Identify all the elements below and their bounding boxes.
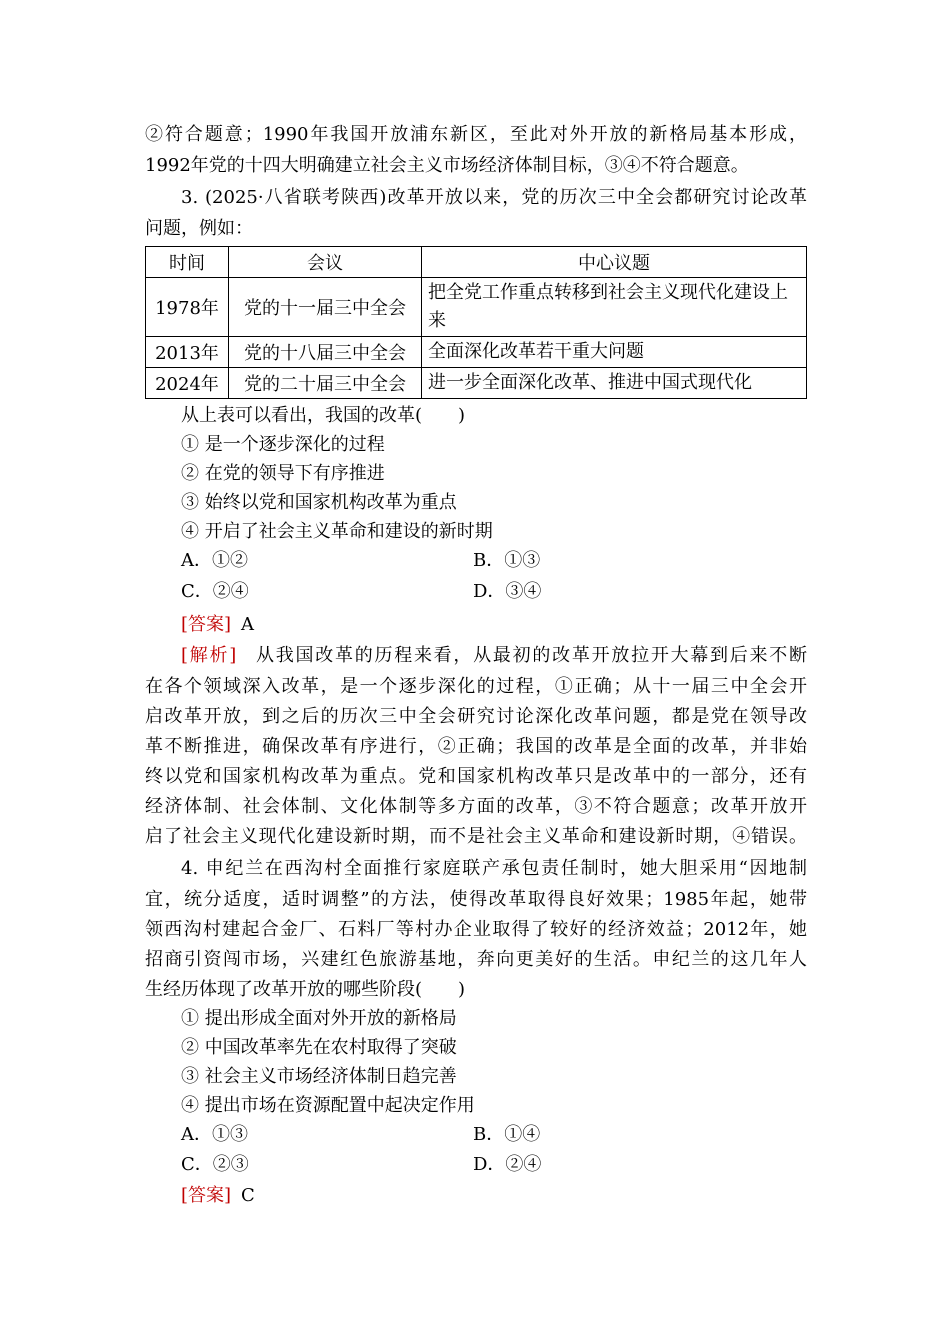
statement-item: ④ 提出市场在资源配置中起决定作用 (181, 1095, 475, 1116)
analysis-line: 启了社会主义现代化建设新时期，而不是社会主义革命和建设新时期，④错误。 (145, 826, 807, 847)
option-a[interactable]: A．①② (181, 550, 248, 571)
table-cell: 全面深化改革若干重大问题 (422, 337, 807, 368)
table-cell: 把全党工作重点转移到社会主义现代化建设上来 (422, 278, 807, 337)
answer-value: C (241, 1185, 255, 1206)
analysis-line: 终以党和国家机构改革为重点。党和国家机构改革只是改革中的一部分，还有 (145, 766, 807, 787)
statement-item: ② 中国改革率先在农村取得了突破 (181, 1037, 457, 1058)
answer-tag: [答案] (181, 614, 232, 635)
table-row (146, 368, 807, 399)
reform-table (145, 246, 807, 399)
question-stem: 3. (2025·八省联考陕西)改革开放以来，党的历次三中全会都研究讨论改革 (181, 187, 807, 208)
answer-value: A (241, 614, 255, 635)
option-c[interactable]: C．②④ (181, 581, 249, 602)
table-cell: 1978年 (146, 278, 229, 337)
statement-item: ③ 始终以党和国家机构改革为重点 (181, 492, 457, 513)
table-header: 中心议题 (422, 247, 807, 278)
analysis-line: 启改革开放，到之后的历次三中全会研究讨论深化改革问题，都是党在领导改 (145, 706, 807, 727)
analysis-text: 从我国改革的历程来看，从最初的改革开放拉开大幕到后来不断 (254, 645, 808, 666)
option-d[interactable]: D．③④ (473, 581, 542, 602)
question-stem: 生经历体现了改革开放的哪些阶段( ) (145, 979, 466, 1000)
statement-item: ② 在党的领导下有序推进 (181, 463, 385, 484)
table-cell: 进一步全面深化改革、推进中国式现代化 (422, 368, 807, 399)
analysis-line: 经济体制、社会体制、文化体制等多方面的改革，③不符合题意；改革开放开 (145, 796, 807, 817)
table-header: 会议 (229, 247, 422, 278)
statement-item: ④ 开启了社会主义革命和建设的新时期 (181, 521, 493, 542)
table-header: 时间 (146, 247, 229, 278)
statement-item: ① 提出形成全面对外开放的新格局 (181, 1008, 457, 1029)
question-stem: 领西沟村建起合金厂、石料厂等村办企业取得了较好的经济效益；2012年，她 (145, 919, 807, 940)
answer-tag: [答案] (181, 1185, 232, 1206)
table-cell: 2013年 (146, 337, 229, 368)
option-b[interactable]: B．①③ (473, 550, 541, 571)
question-prompt: 从上表可以看出，我国的改革( ) (181, 405, 466, 426)
statement-item: ① 是一个逐步深化的过程 (181, 434, 385, 455)
question-stem: 招商引资闯市场，兴建红色旅游基地，奔向更美好的生活。申纪兰的这几年人 (145, 949, 807, 970)
option-b[interactable]: B．①④ (473, 1124, 541, 1145)
table-row (146, 278, 807, 337)
answer-line (181, 610, 254, 640)
analysis-line (181, 641, 807, 671)
analysis-tag: [解析] (181, 645, 237, 666)
option-a[interactable]: A．①③ (181, 1124, 248, 1145)
text-line: ②符合题意；1990年我国开放浦东新区，至此对外开放的新格局基本形成， (145, 124, 807, 145)
table-cell: 党的十一届三中全会 (229, 278, 422, 337)
answer-line (181, 1181, 255, 1211)
table-row (146, 337, 807, 368)
table-cell: 党的十八届三中全会 (229, 337, 422, 368)
table-header-row (146, 247, 807, 278)
table-cell: 党的二十届三中全会 (229, 368, 422, 399)
option-c[interactable]: C．②③ (181, 1154, 249, 1175)
question-stem: 4. 申纪兰在西沟村全面推行家庭联产承包责任制时，她大胆采用“因地制 (181, 858, 807, 879)
table-cell: 2024年 (146, 368, 229, 399)
analysis-line: 革不断推进，确保改革有序进行，②正确；我国的改革是全面的改革，并非始 (145, 736, 807, 757)
text-line: 1992年党的十四大明确建立社会主义市场经济体制目标，③④不符合题意。 (145, 155, 749, 176)
question-stem: 问题，例如： (145, 218, 253, 239)
statement-item: ③ 社会主义市场经济体制日趋完善 (181, 1066, 457, 1087)
question-stem: 宜，统分适度，适时调整”的方法，使得改革取得良好效果；1985年起，她带 (145, 889, 807, 910)
analysis-line: 在各个领域深入改革，是一个逐步深化的过程，①正确；从十一届三中全会开 (145, 676, 807, 697)
option-d[interactable]: D．②④ (473, 1154, 542, 1175)
